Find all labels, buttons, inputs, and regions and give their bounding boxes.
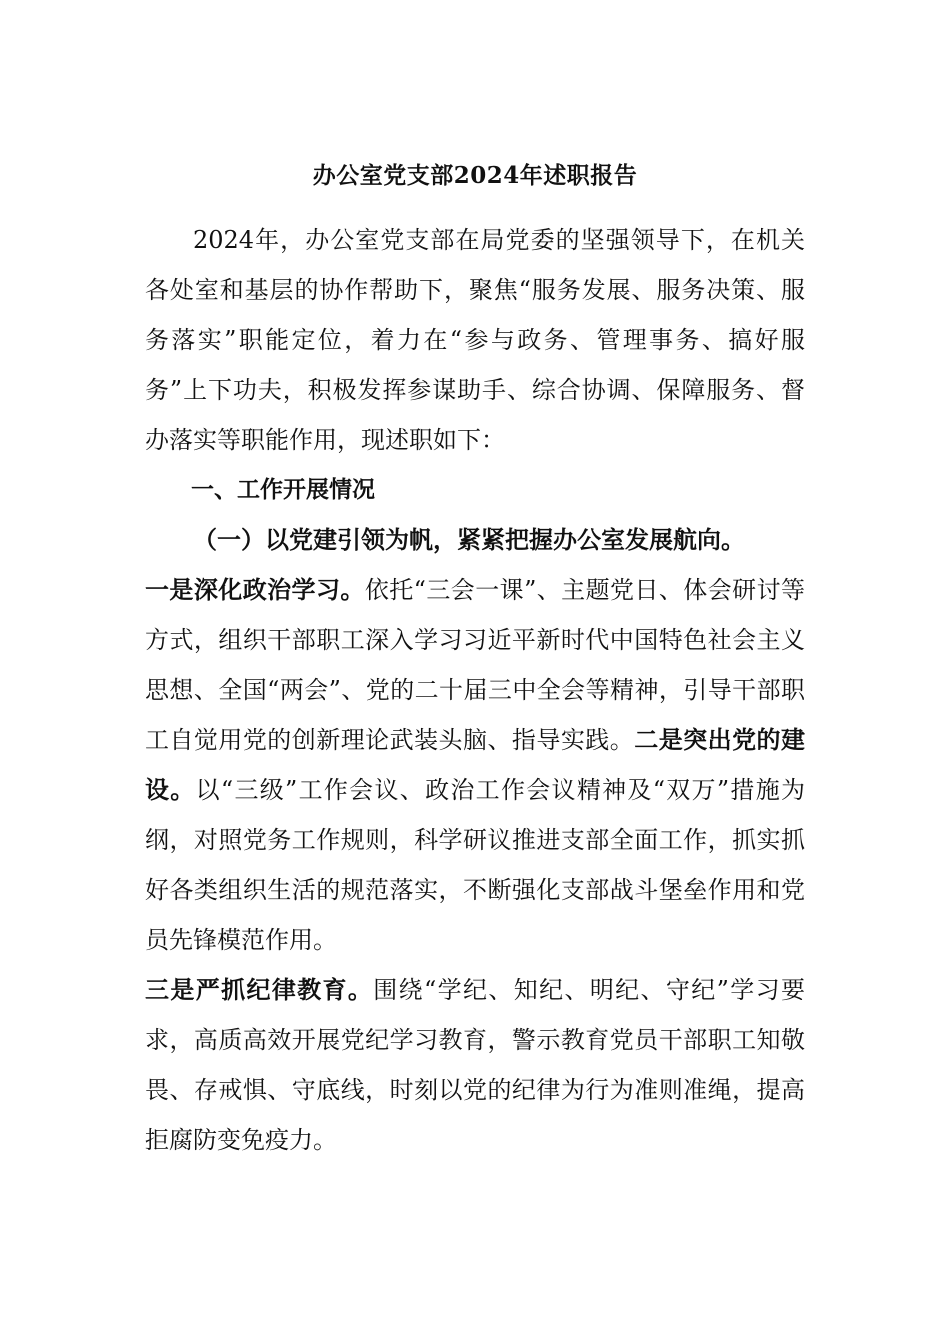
intro-paragraph: 2024年，办公室党支部在局党委的坚强领导下，在机关各处室和基层的协作帮助下，聚焦“服务发展、服务决策、服务落实”职能定位，着力在“参与政务、管理事务、搞好服务”上下功夫，积极发挥参谋助手、综合协调、保障服务、督办落实等职能作用，现述职如下： [145,226,805,454]
point3-text: 围绕“学纪、知纪、明纪、守纪”学习要求，高质高效开展党纪学习教育，警示教育党员干部职工知敬畏、存戒惧、守底线，时刻以党的纪律为行为准则准绳，提高拒腐防变免疫力。 [145,976,806,1154]
point3-lead: 三是严抓纪律教育。 [145,975,374,1004]
point1-lead: 一是深化政治学习。 [145,575,365,604]
section-heading: 一、工作开展情况 [191,477,375,503]
subsection-heading: （一）以党建引领为帆，紧紧把握办公室发展航向。 [193,525,745,554]
document-title: 办公室党支部2024年述职报告 [312,162,638,189]
document-body [145,215,805,1165]
point1-text: 依托“三会一课”、主题党日、体会研讨等方式，组织干部职工深入学习习近平新时代中国特色社会主义思想、全国“两会”、党的二十届三中全会等精神，引导干部职工自觉用党的创新理论武装头脑、指导实践。 [145,576,806,754]
point2-lead: 二是突出党的建设。 [145,725,806,804]
point2-text: 以“三级”工作会议、政治工作会议精神及“双万”措施为纲，对照党务工作规则，科学研议推进支部全面工作，抓实抓好各类组织生活的规范落实，不断强化支部战斗堡垒作用和党员先锋模范作用。 [145,776,806,954]
points-paragraph [145,565,805,965]
points-paragraph-2 [145,965,805,1165]
